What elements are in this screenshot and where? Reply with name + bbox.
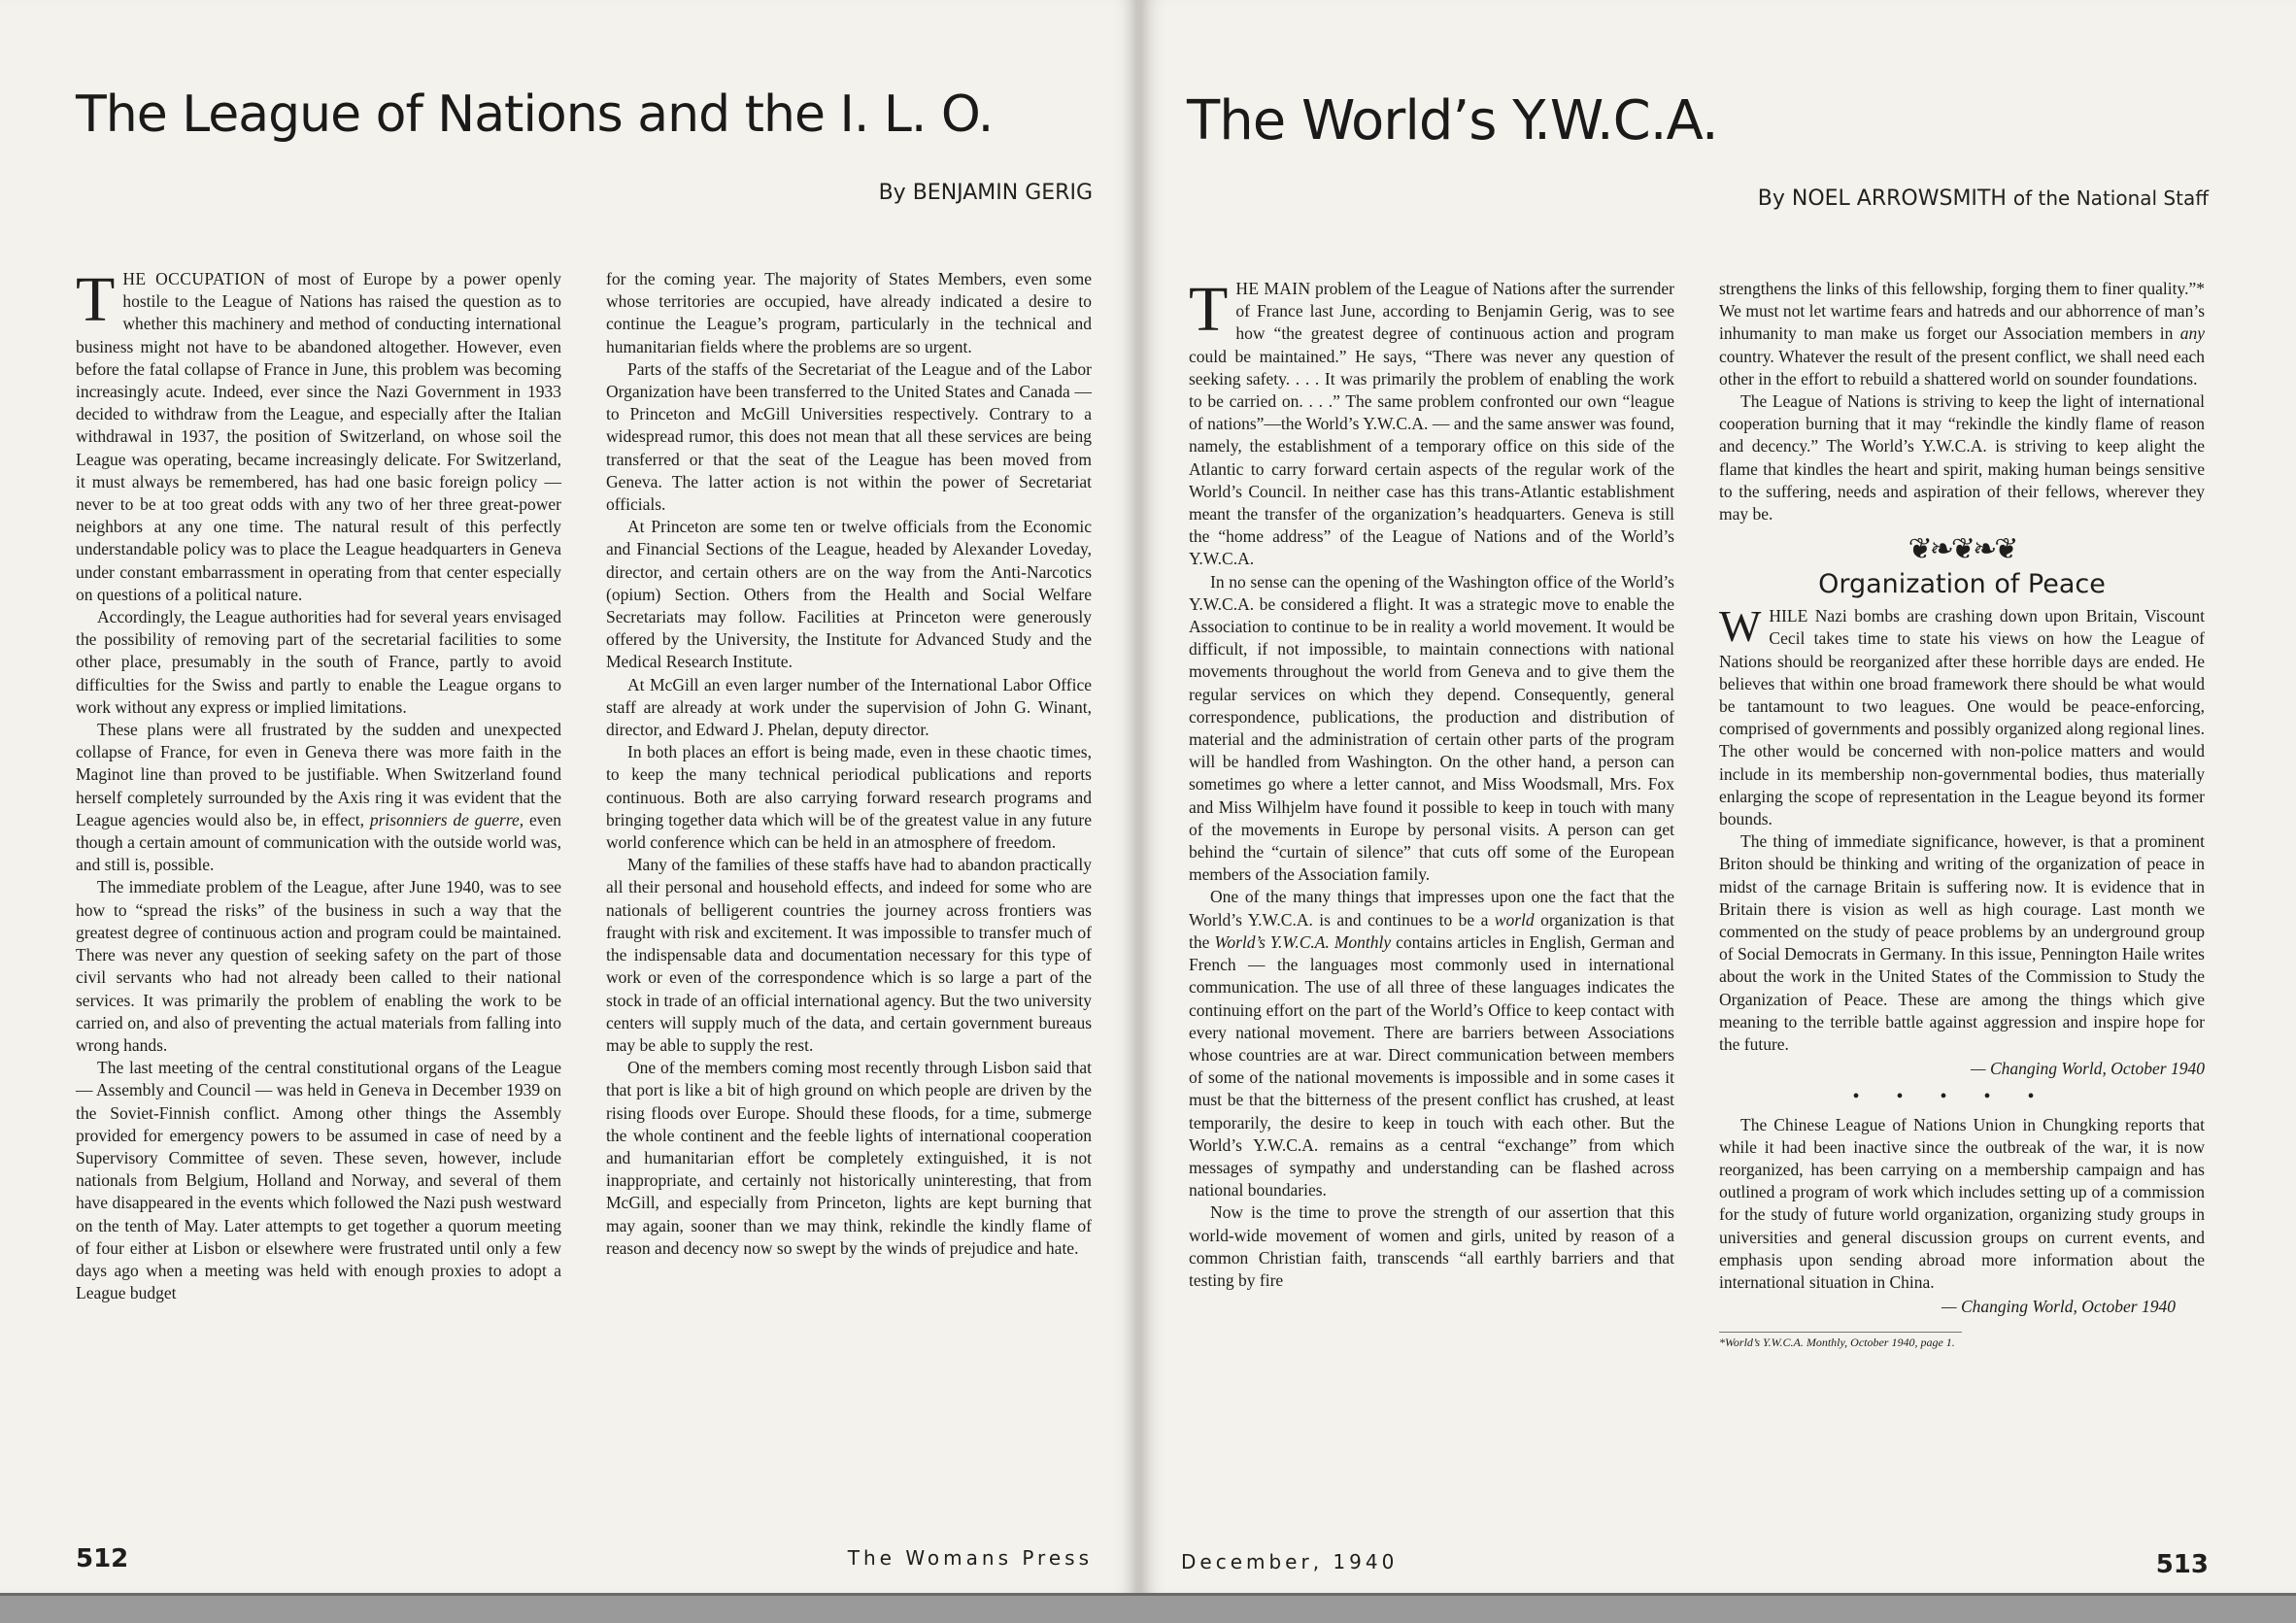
paragraph: [1189, 886, 1674, 1201]
byline-prefix: By: [878, 181, 906, 205]
lead-in: HE OCCUPATION: [122, 269, 266, 288]
source-citation: — Changing World, October 1940: [1941, 1297, 2176, 1317]
page-number-right: 513: [2155, 1550, 2209, 1579]
paragraph: The immediate problem of the League, after June 1940, was to see how to “spread the risks” of the business in such a way that the greatest degree of continuous action and program could be maintained. There was never any question of seeking safety on the part of those civil servants who had not already been called to their national services. It was primarily the problem of enabling the work to be carried on, and also of preventing the actual materials from falling into wrong hands.: [76, 877, 561, 1055]
paragraph: One of the members coming most recently through Lisbon said that that port is like a bit of high ground on which people are driven by the rising floods over Europe. Should these floods, for a time, submerge the whole continent and the feeble lights of international cooperation and humanitarian effort be completely extinguished, it is not inappropriate, and certainly not historically uninteresting, that from McGill, and especially from Princeton, lights are kept burning that may again, sooner than we may think, rekindle the kindly flame of reason and decency now so swept by the winds of prejudice and hate.: [606, 1058, 1092, 1258]
left-column-1: [76, 264, 561, 1304]
paragraph: Parts of the staffs of the Secretariat of the League and of the Labor Organization have been transferred to the United States and Canada — to Princeton and McGill Universities respectively. Contrary to a widespread rumor, this does not mean that all these services are being transferred or that the seat of the League has been moved from Geneva. The latter action is not within the power of Secretariat officials.: [606, 358, 1092, 515]
paragraph-text: strengthens the links of this fellowship, forging them to finer quality.”* We must not let wartime fears and hatreds and our abhorrence of man’s inhumanity to man make us forget our Association members in: [1719, 279, 2205, 344]
byline-affiliation: of the National Staff: [2012, 186, 2209, 210]
italic-phrase: World’s Y.W.C.A. Monthly: [1214, 931, 1392, 952]
dot-divider: •••••: [1852, 1085, 2072, 1107]
paragraph-text: of most of Europe by a power openly hostile to the League of Nations has raised the question as to whether this machinery and method of conducting international business might not have to be abandoned altogether. However, even before the fatal collapse of France in June, this problem was becoming increasingly acute. Indeed, ever since the Nazi Government in 1933 decided to withdraw from the League, and especially after the Italian withdrawal in 1937, the position of Switzerland, on whose soil the League was operating, became increasingly delicate. For Switzerland, it must always be remembered, has had one basic foreign policy — never to be at too great odds with any two of her three great-power neighbors at any one time. The natural result of this perfectly understandable policy was to place the League headquarters in Geneva under constant embarrassment in operating from that center especially on questions of a political nature.: [76, 269, 561, 604]
paragraph: The last meeting of the central constitutional organs of the League — Assembly and Council — was held in Geneva in December 1939 on the Soviet-Finnish conflict. Among other things the Assembly provided for emergency powers to be assumed in case of need by a Supervisory Committee of seven. These seven, however, include nationals from Belgium, Holland and Norway, and several of them have disappeared in the events which followed the Nazi push westward on the tenth of May. Later attempts to get together a quorum meeting of four either at Lisbon or elsewhere were frustrated until only a few days ago when a meeting was held with enough proxies to adopt a League budget: [76, 1058, 561, 1303]
paragraph: Accordingly, the League authorities had for several years envisaged the possibility of removing part of the secretarial facilities to some other place, presumably in the south of France, partly to avoid difficulties for the Swiss and partly to enable the League organs to work without any express or implied limitations.: [76, 607, 561, 717]
left-column-2: [606, 268, 1092, 1260]
paragraph: In no sense can the opening of the Washington office of the World’s Y.W.C.A. be considered a flight. It was a strategic move to enable the Association to continue to be in reality a world movement. It would be difficult, if not impossible, to maintain connections with national movements throughout the world from Geneva and to give them the regular services on which they depend. Consequently, general correspondence, publications, the production and distribution of material and the administration of certain other parts of the program will be handled from Washington. On the other hand, a person can sometimes go where a letter cannot, and Miss Woodsmall, Mrs. Fox and Miss Wilhjelm have found it possible to keep in touch with many of the movements in Europe by personal visits. A person can get behind the “curtain of silence” that cuts off some of the European members of the Association family.: [1189, 571, 1674, 885]
section-heading: Organization of Peace: [1818, 569, 2106, 600]
paragraph-text: problem of the League of Nations after the surrender of France last June, according to Benjamin Gerig, was to see how “the greatest degree of continuous action and program could be maintained.” He says, “There was never any question of seeking safety. . . . It was primarily the problem of enabling the work to be carried on. . . .” The same problem confronted our own “league of nations”—the World’s Y.W.C.A. — and the same answer was found, namely, the establishment of a temporary office on this side of the Atlantic to carry forward certain aspects of the regular work of the World’s Council. In neither case has this trans-Atlantic establishment meant the transfer of the organization’s headquarters. Geneva is still the “home address” of the League of Nations and of the World’s Y.W.C.A.: [1189, 279, 1674, 569]
paragraph: In both places an effort is being made, even in these chaotic times, to keep the many technical periodical publications and reports continuous. Both are also carrying forward research programs and bringing together data which will be of the greatest value in any future world conference which can be held in an atmosphere of freedom.: [606, 742, 1092, 853]
byline-author: BENJAMIN GERIG: [912, 181, 1093, 205]
paragraph-text: organization is that the: [1189, 909, 1674, 952]
article-title-ywca: The World’s Y.W.C.A.: [1187, 89, 1718, 152]
left-page: [0, 0, 1136, 1593]
byline-prefix: By: [1757, 186, 1785, 211]
drop-cap: T: [76, 264, 116, 335]
paragraph: for the coming year. The majority of States Members, even some whose territories are occupied, have already indicated a desire to continue the League’s program, particularly in the technical and humanitarian fields where the problems are so urgent.: [606, 269, 1092, 356]
paragraph-text: contains articles in English, German and French — the languages most commonly used in international communication. The use of all three of these languages indicates the continuing effort on the part of the World’s Office to keep contact with every national movement. There are barriers between Associations whose countries are at war. Direct communication between members of some of the national movements is impossible and in some cases it must be that the bitterness of the present conflict has crushed, at least temporarily, the desire to keep in touch with each other. But the World’s Y.W.C.A. remains as a central “exchange” from which messages of sympathy and understanding can be flashed across national boundaries.: [1189, 931, 1674, 1200]
drop-cap: W: [1719, 601, 1762, 652]
drop-cap: T: [1189, 274, 1229, 345]
byline-author: NOEL ARROWSMITH: [1791, 186, 2007, 211]
running-footer-right: December, 1940: [1181, 1550, 1399, 1573]
paragraph: Now is the time to prove the strength of our assertion that this world-wide movement of women and girls, united by reason of a common Christian faith, transcends “all earthly barriers and that testing by fire: [1189, 1202, 1674, 1290]
paragraph-text: even though a certain amount of communication with the outside world was, and still is, possible.: [76, 809, 561, 875]
paragraph: [1189, 274, 1674, 571]
paragraph-text: HILE Nazi bombs are crashing down upon Britain, Viscount Cecil takes time to state his views on how the League of Nations should be reorganized after these horrible days are ended. He believes that within one broad framework there should be what would be tantamount to two leagues. One would be peace-enforcing, comprised of governments and possibly organized along regional lines. The other would be concerned with non-police matters and would include in its membership non-governmental bodies, thus materially enlarging the scope of representation in the League beyond its former bounds.: [1719, 606, 2205, 829]
running-footer-left: The Womans Press: [847, 1546, 1093, 1570]
paragraph-text: One of the many things that impresses upon one the fact that the World’s Y.W.C.A. is and continues to be a: [1189, 887, 1674, 930]
paragraph: [76, 719, 561, 876]
paragraph: Many of the families of these staffs have had to abandon practically all their personal and household effects, and indeed for some who are nationals of belligerent countries the journey across frontiers was fraught with risk and excitement. It was impossible to transfer much of the indispensable data and documentation necessary for this type of work or even of the correspondence which is so large a part of the stock in trade of an official international agency. But the two university centers will supply much of the data, and certain government bureaus may be able to supply the rest.: [606, 855, 1092, 1055]
right-page: [1142, 0, 2296, 1593]
paragraph: At McGill an even larger number of the International Labor Office staff are already at work under the supervision of John G. Winant, director, and Edward J. Phelan, deputy director.: [606, 674, 1092, 740]
paragraph: The Chinese League of Nations Union in Chungking reports that while it had been inactive since the outbreak of the war, it is now reorganized, has been carrying on a membership campaign and has outlined a program of work which includes setting up of a commission for the study of future world organization, organizing study groups in universities and general discussion groups on current events, and emphasis upon sending abroad more information about the international situation in China.: [1719, 1114, 2205, 1292]
right-column-2: [1719, 278, 2205, 1350]
italic-phrase: prisonniers de guerre,: [369, 809, 524, 829]
paragraph: [1719, 601, 2205, 830]
ornament-divider: ❦❧❦❧❦: [1908, 533, 2016, 566]
paragraph: The thing of immediate significance, however, is that a prominent Briton should be thinking and writing of the organization of peace in midst of the carnage Britain is suffering now. It is evidence that in Britain there is vision as well as high courage. Last month we commented on the study of peace problems by an underground group of Social Democrats in Germany. In this issue, Pennington Haile writes about the work in the United States of the Commission to Study the Organization of Peace. These are among the things which give meaning to the terrible battle against aggression and inspire hope for the future.: [1719, 831, 2205, 1055]
italic-phrase: world: [1494, 909, 1535, 930]
paragraph: [76, 264, 561, 606]
footnote: *World’s Y.W.C.A. Monthly, October 1940, page 1.: [1719, 1332, 1962, 1350]
paragraph: At Princeton are some ten or twelve officials from the Economic and Financial Sections of the League, headed by Alexander Loveday, director, and certain others are on the way from the Anti-Narcotics (opium) Section. Others from the Health and Social Welfare Secretariats may follow. Facilities at Princeton were generously offered by the University, the Institute for Advanced Study and the Medical Research Institute.: [606, 517, 1092, 672]
page-number-left: 512: [76, 1544, 129, 1573]
paragraph-text: These plans were all frustrated by the sudden and unexpected collapse of France, for even in Geneva there was more faith in the Maginot line than proved to be justifiable. When Switzerland found herself completely surrounded by the Axis ring it was evident that the League agencies would also be, in effect,: [76, 720, 561, 829]
paragraph-text: country. Whatever the result of the present conflict, we shall need each other in the effort to rebuild a shattered world on sounder foundations.: [1719, 346, 2205, 389]
paragraph: The League of Nations is striving to keep the light of international cooperation burning that it may “rekindle the kindly flame of reason and decency.” The World’s Y.W.C.A. is striving to keep alight the flame that kindles the heart and spirit, making human beings sensitive to the suffering, needs and aspiration of their fellows, wherever they may be.: [1719, 391, 2205, 524]
source-citation: — Changing World, October 1940: [1971, 1059, 2205, 1079]
right-column-1: [1189, 274, 1674, 1292]
lead-in: HE MAIN: [1235, 279, 1311, 298]
scan-bottom-edge: [0, 1593, 2296, 1623]
article-title-league: The League of Nations and the I. L. O.: [76, 85, 994, 144]
italic-phrase: any: [2179, 323, 2205, 344]
paragraph: [1719, 278, 2205, 390]
byline-arrowsmith: [1758, 186, 2209, 211]
byline-gerig: [879, 181, 1093, 205]
